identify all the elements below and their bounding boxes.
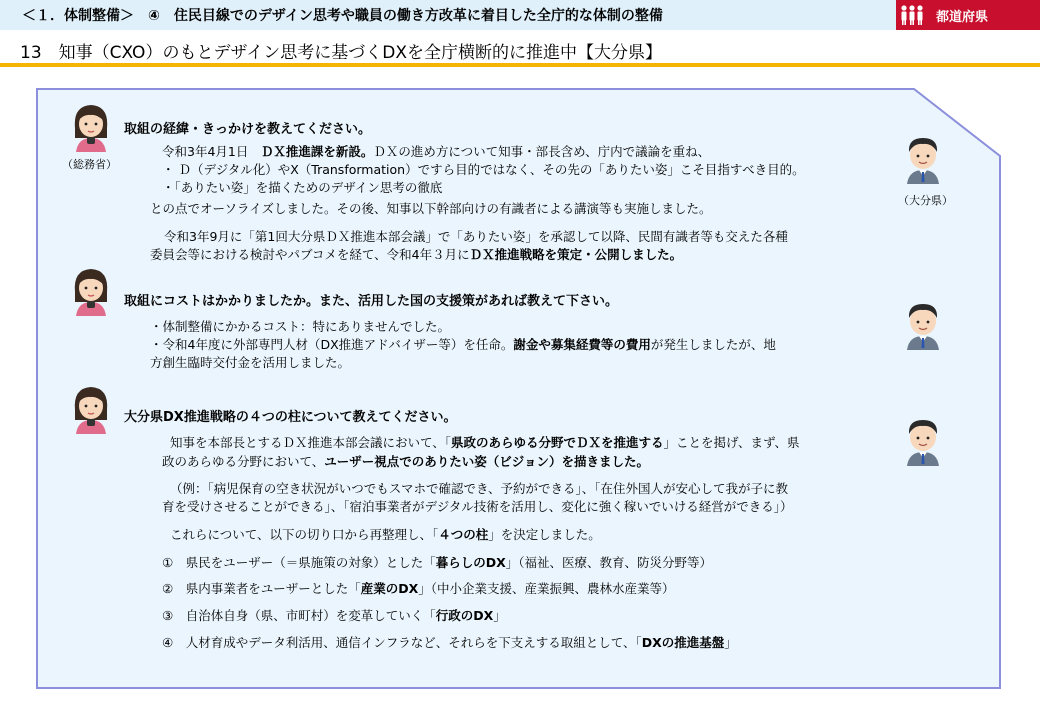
answer-3-line-1: 知事を本部長とするＤＸ推進本部会議において、「県政のあらゆる分野でＤＸを推進する」ことを掲げ、まず、県 [170,435,800,450]
answer-1-line-1: 令和3年4月1日 ＤＸ推進課を新設。ＤＸの進め方について知事・部長含め、庁内で議論を重ね、 [162,144,711,159]
page-title: 13 知事（CXO）のもとデザイン思考に基づくDXを全庁横断的に推進中【大分県】 [20,43,662,63]
interviewer-avatar-icon [70,382,112,434]
category-badge [896,0,1040,30]
answer-3-line-5: これらについて、以下の切り口から再整理し、「４つの柱」を決定しました。 [170,527,601,542]
category-label: 都道府県 [936,10,989,25]
pillar-3: ③ 自治体自身（県、市町村）を変革していく「行政のDX」 [162,608,506,623]
question-3: 大分県DX推進戦略の４つの柱について教えてください。 [124,410,457,425]
respondent-avatar-icon [902,298,944,350]
answer-1-line-2: ・ Ｄ（デジタル化）やX（Transformation）ですら目的ではなく、その先の「ありたい姿」こそ目指すべき目的。 [162,162,805,177]
question-2: 取組にコストはかかりましたか。また、活用した国の支援策があれば教えて下さい。 [124,294,619,309]
answer-2-line-1: ・体制整備にかかるコスト：特にありませんでした。 [150,319,451,334]
answer-1-line-3: ・「ありたい姿」を描くためのデザイン思考の徹底 [162,180,443,195]
answer-2-line-3: 方創生臨時交付金を活用しました。 [150,355,351,370]
pillar-4: ④ 人材育成やデータ利活用、通信インフラなど、それらを下支えする取組として、「DXの推進基盤」 [162,635,737,650]
interviewer-avatar-icon [70,264,112,316]
pillar-2: ② 県内事業者をユーザーとした「産業のDX」（中小企業支援、産業振興、農林水産業等） [162,581,675,596]
respondent-avatar-icon [902,132,944,184]
respondent-avatar-icon [902,414,944,466]
answer-2-line-2: ・令和4年度に外部専門人材（DX推進アドバイザー等）を任命。謝金や募集経費等の費用が発生しましたが、地 [150,337,776,352]
people-icon [900,4,924,26]
answer-1-line-4: との点でオーソライズしました。その後、知事以下幹部向けの有識者による講演等も実施しました。 [150,201,712,216]
answer-3-line-2: 政のあらゆる分野において、ユーザー視点でのありたい姿（ビジョン）を描きました。 [162,454,650,469]
section-heading: ＜１．体制整備＞ ④ 住民目線でのデザイン思考や職員の働き方改革に着目した全庁的な体制の整備 [22,8,663,24]
answer-3-line-4: 育を受けさせることができる」、「宿泊事業者がデジタル技術を活用し、変化に強く稼いでいける経営ができる」） [162,499,793,514]
interviewer-avatar-icon [70,100,112,152]
section-header-bar [0,0,1040,30]
question-1: 取組の経緯・きっかけを教えてください。 [124,122,372,137]
pillar-1: ① 県民をユーザー（＝県施策の対象）とした「暮らしのDX」（福祉、医療、教育、防災分野等） [162,555,712,570]
interviewer-caption: （総務省） [62,158,117,171]
answer-3-line-3: （例：「病児保育の空き状況がいつでもスマホで確認でき、予約ができる」、「在住外国人が安心して我が子に教 [170,481,789,496]
title-divider [0,63,1040,67]
answer-1-line-6: 委員会等における検討やパブコメを経て、令和4年３月にＤＸ推進戦略を策定・公開しました。 [150,247,683,262]
respondent-caption: （大分県） [898,194,953,207]
answer-1-line-5: 令和3年9月に「第1回大分県ＤＸ推進本部会議」で「ありたい姿」を承認して以降、民間有識者等も交えた各種 [164,229,788,244]
